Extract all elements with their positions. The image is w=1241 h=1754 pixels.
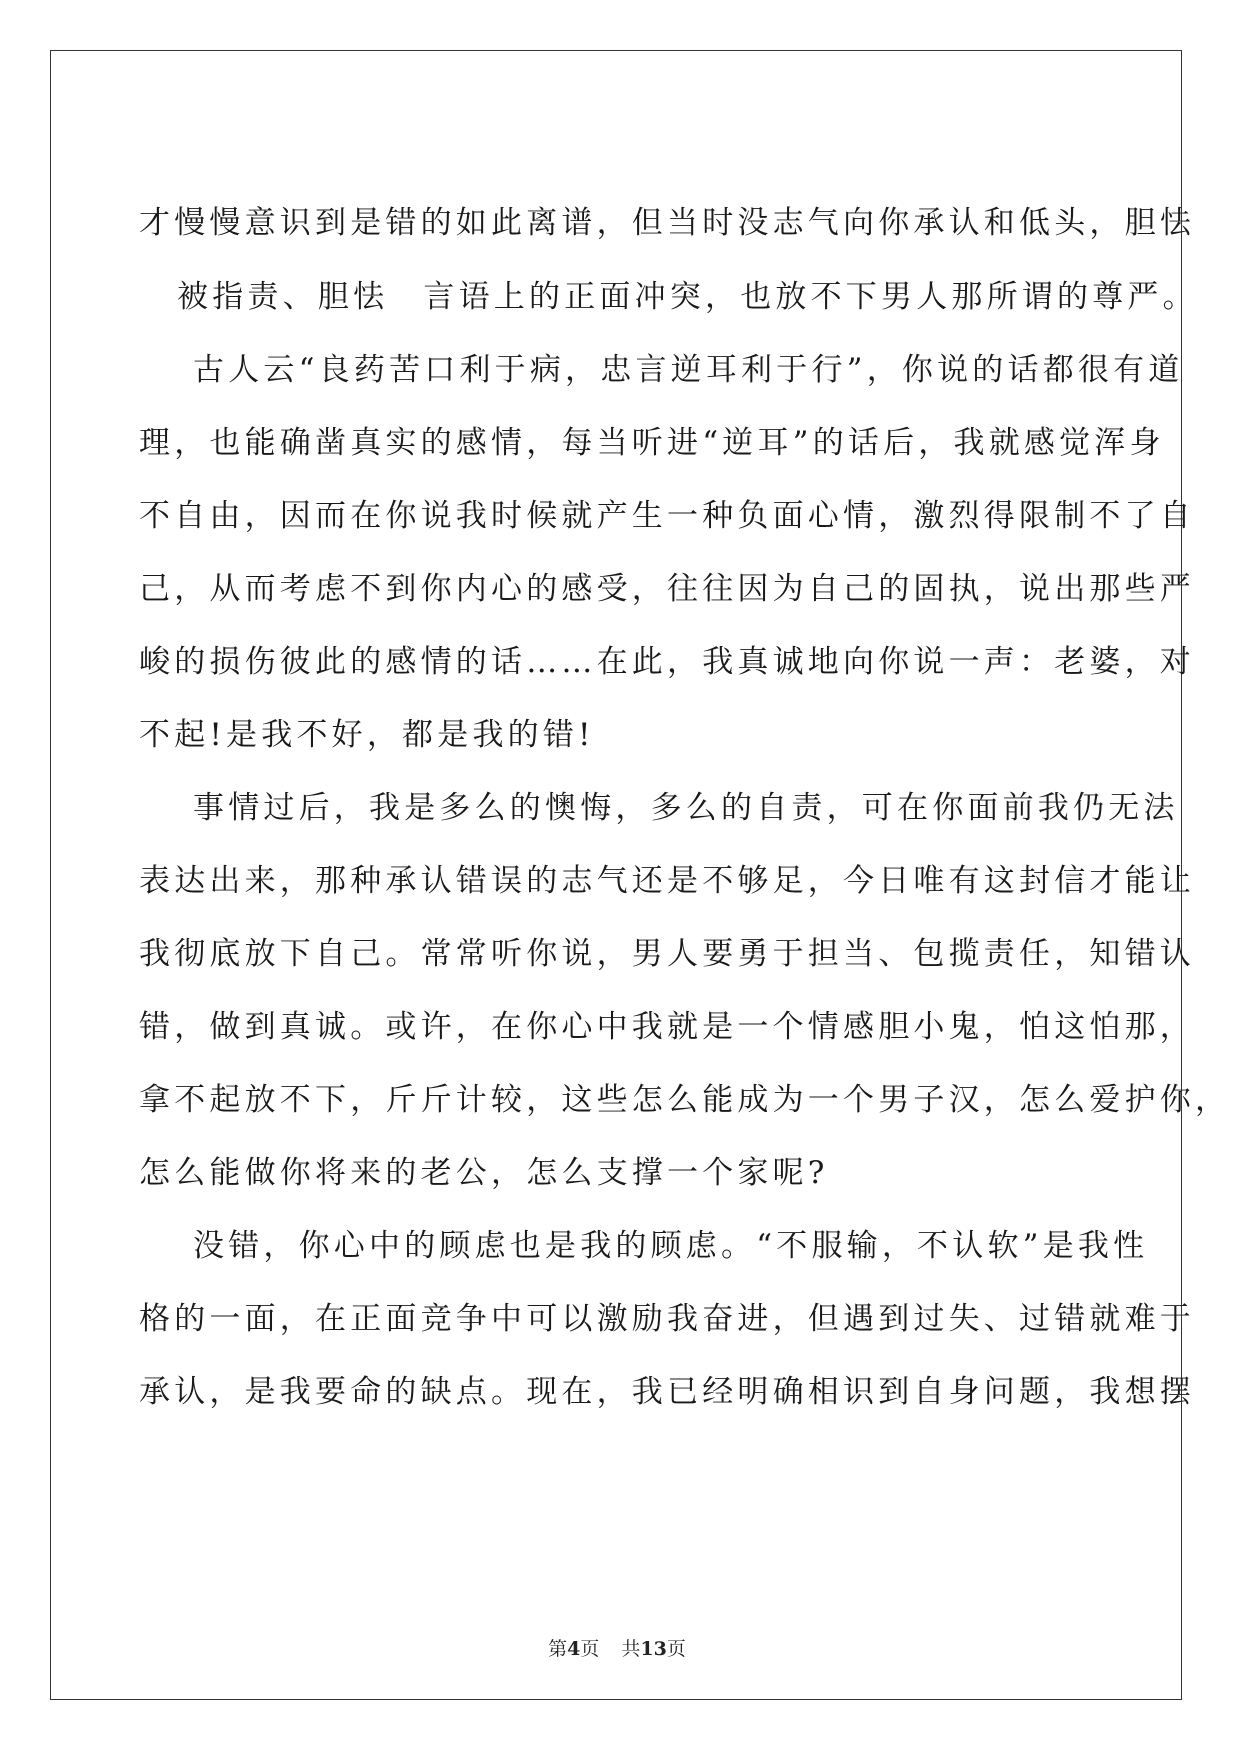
body-line-17: 承认，是我要命的缺点。现在，我已经明确相识到自身问题，我想摆 — [139, 1374, 1195, 1410]
body-line-3: 古人云“良药苦口利于病，忠言逆耳利于行”，你说的话都很有道 — [193, 352, 1184, 388]
total-pages: 13 — [640, 1638, 667, 1660]
page-number: 4 — [567, 1638, 581, 1660]
total-label-suffix: 页 — [666, 1638, 686, 1660]
body-line-5: 不自由，因而在你说我时候就产生一种负面心情，激烈得限制不了自 — [139, 498, 1195, 534]
page-frame — [50, 50, 1231, 1700]
body-line-10: 表达出来，那种承认错误的志气还是不够足，今日唯有这封信才能让 — [139, 863, 1195, 899]
body-line-7: 峻的损伤彼此的感情的话……在此，我真诚地向你说一声：老婆，对 — [139, 644, 1195, 680]
page-footer — [51, 1637, 1183, 1661]
body-line-15: 没错，你心中的顾虑也是我的顾虑。“不服输，不认软”是我性 — [193, 1228, 1149, 1264]
body-line-1: 才慢慢意识到是错的如此离谱，但当时没志气向你承认和低头，胆怯 — [139, 205, 1195, 241]
body-line-12: 错，做到真诚。或许，在你心中我就是一个情感胆小鬼，怕这怕那， — [139, 1009, 1195, 1045]
body-line-16: 格的一面，在正面竞争中可以激励我奋进，但遇到过失、过错就难于 — [139, 1301, 1195, 1337]
page-label-suffix: 页 — [580, 1638, 600, 1660]
body-line-4: 理，也能确凿真实的感情，每当听进“逆耳”的话后，我就感觉浑身 — [139, 425, 1165, 461]
body-line-6: 己，从而考虑不到你内心的感受，往往因为自己的固执，说出那些严 — [139, 571, 1195, 607]
body-line-14: 怎么能做你将来的老公，怎么支撑一个家呢? — [139, 1155, 829, 1191]
page-label-prefix: 第 — [548, 1638, 568, 1660]
body-line-8: 不起!是我不好，都是我的错! — [139, 717, 595, 753]
body-line-13: 拿不起放不下，斤斤计较，这些怎么能成为一个男子汉，怎么爱护你， — [139, 1082, 1231, 1118]
body-line-9: 事情过后，我是多么的懊悔，多么的自责，可在你面前我仍无法 — [193, 790, 1179, 826]
body-line-11: 我彻底放下自己。常常听你说，男人要勇于担当、包揽责任，知错认 — [139, 936, 1195, 972]
body-line-2: 被指责、胆怯 言语上的正面冲突，也放不下男人那所谓的尊严。 — [177, 279, 1198, 315]
total-label-prefix: 共 — [621, 1638, 641, 1660]
